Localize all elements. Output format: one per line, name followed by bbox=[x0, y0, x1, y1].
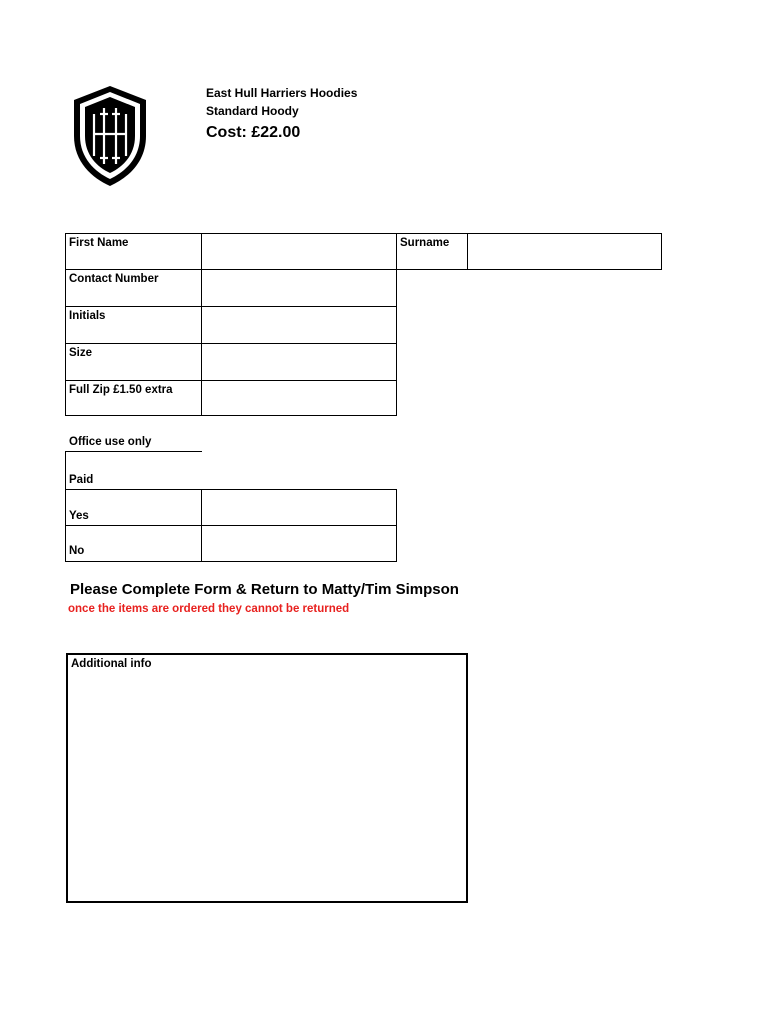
size-field[interactable] bbox=[201, 343, 397, 381]
initials-label: Initials bbox=[65, 306, 202, 344]
first-name-label: First Name bbox=[65, 233, 202, 270]
club-crest-logo-icon bbox=[70, 84, 150, 188]
additional-info-label: Additional info bbox=[71, 658, 152, 670]
no-label: No bbox=[65, 525, 202, 562]
size-label: Size bbox=[65, 343, 202, 381]
cost-label: Cost: £22.00 bbox=[206, 124, 301, 141]
first-name-field[interactable] bbox=[201, 233, 397, 270]
no-returns-warning: once the items are ordered they cannot be returned bbox=[68, 603, 350, 615]
return-instructions: Please Complete Form & Return to Matty/Tim Simpson bbox=[70, 581, 459, 598]
full-zip-field[interactable] bbox=[201, 380, 397, 416]
initials-field[interactable] bbox=[201, 306, 397, 344]
paid-yes-field[interactable] bbox=[201, 489, 397, 526]
surname-label: Surname bbox=[396, 233, 468, 270]
paid-label: Paid bbox=[65, 451, 202, 490]
paid-no-field[interactable] bbox=[201, 525, 397, 562]
product-name: Standard Hoody bbox=[206, 104, 299, 118]
additional-info-textarea[interactable] bbox=[66, 653, 468, 903]
full-zip-label: Full Zip £1.50 extra bbox=[65, 380, 202, 416]
contact-number-label: Contact Number bbox=[65, 269, 202, 307]
surname-field[interactable] bbox=[467, 233, 662, 270]
office-use-title: Office use only bbox=[69, 436, 152, 448]
yes-label: Yes bbox=[65, 489, 202, 526]
club-title: East Hull Harriers Hoodies bbox=[206, 86, 358, 100]
contact-number-field[interactable] bbox=[201, 269, 397, 307]
